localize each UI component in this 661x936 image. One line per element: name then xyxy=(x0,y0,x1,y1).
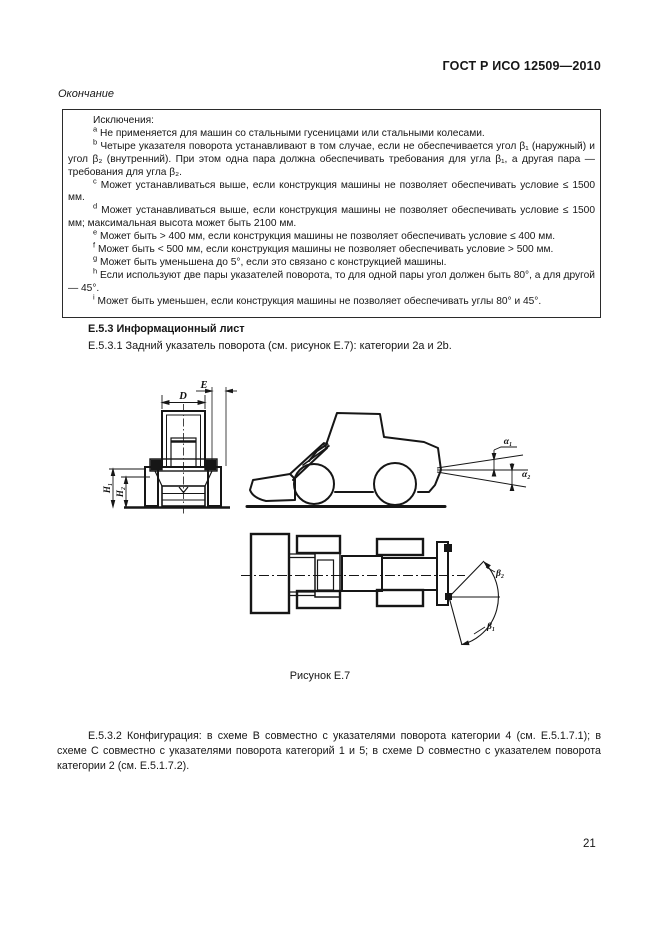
angle-dimension-lines xyxy=(437,447,528,491)
exclusion-item-i xyxy=(68,292,595,309)
footnote-text: Не применяется для машин со стальными гусеницами или стальными колесами. xyxy=(100,127,485,139)
label-alpha2: α₂ xyxy=(522,470,531,480)
loader-arms xyxy=(289,554,315,596)
footnote-text: Может быть уменьшен, если конструкция машины не позволяет обеспечивать углы 80° и 45°. xyxy=(97,295,542,307)
footnote-marker: i xyxy=(93,292,95,302)
top-view-machine xyxy=(241,534,465,613)
rear-right-wheel xyxy=(377,590,423,606)
exclusion-item-e xyxy=(68,227,595,244)
exclusions-title: Исключения: xyxy=(93,115,154,126)
section-heading: Е.5.3 Информационный лист xyxy=(88,323,245,335)
footnote-marker: f xyxy=(93,240,96,250)
indicator-lamp-top xyxy=(444,544,452,552)
footnote-marker: g xyxy=(93,253,98,263)
left-lamp xyxy=(151,460,163,471)
front-right-wheel xyxy=(297,591,340,608)
continuation-label: Окончание xyxy=(58,88,115,100)
footnote-marker: d xyxy=(93,201,98,211)
exclusion-item-a xyxy=(68,124,595,141)
exclusion-item-b xyxy=(68,137,595,180)
bucket xyxy=(250,474,295,501)
footnote-text: Если используют две пары указателей поворота, то для одной пары угол должен быть 80°, а для другой — 45°. xyxy=(68,269,595,294)
footnote-text: Может быть уменьшена до 5°, если это связано с конструкцией машины. xyxy=(100,256,447,268)
footnote-text: Может быть < 500 мм, если конструкция машины не позволяет обеспечивать условие > 500 мм. xyxy=(97,244,554,256)
footnote-text: Может устанавливаться выше, если конструкция машины не позволяет обеспечивать условие ≤ 1500 мм; максимальная высота может быть 2100 мм. xyxy=(68,205,595,230)
exclusion-item-f xyxy=(68,240,595,257)
label-dim-h1: H₁ xyxy=(102,482,112,494)
figure-top-view xyxy=(233,530,525,667)
label-beta2: β₂ xyxy=(496,569,505,579)
footnote-marker: a xyxy=(93,124,98,134)
exclusion-item-d xyxy=(68,201,595,231)
label-dim-h2: H₂ xyxy=(115,486,125,498)
rear-left-wheel xyxy=(377,539,423,555)
front-view-machine xyxy=(124,404,230,514)
footnote-marker: e xyxy=(93,227,98,237)
footnote-marker: b xyxy=(93,137,98,147)
label-alpha1: α₁ xyxy=(503,437,513,447)
right-wheel xyxy=(208,467,221,506)
footnote-marker: c xyxy=(93,176,97,186)
front-wheel xyxy=(294,464,334,504)
footnote-marker: h xyxy=(93,266,98,276)
dimension-lines xyxy=(109,387,237,507)
label-dim-e: E xyxy=(200,380,208,391)
figure-front-view xyxy=(100,374,245,516)
footnote-text: Может быть > 400 мм, если конструкция машины не позволяет обеспечивать условие ≤ 400 мм. xyxy=(100,231,556,243)
subsection-text: Е.5.3.1 Задний указатель поворота (см. рисунок Е.7): категории 2a и 2b. xyxy=(88,340,452,352)
front-left-wheel xyxy=(297,536,340,553)
exclusions-box xyxy=(62,109,601,318)
side-view-machine xyxy=(247,413,445,507)
footnote-text: Четыре указателя поворота устанавливают в том случае, если не обеспечивается угол β₁ (наружный) и угол β₂ (внутренний). При этом одна пара должна обеспечивать требования для угла β₁, а другая пара — требования для угла β₂. xyxy=(68,140,595,178)
footnote-text: Может устанавливаться выше, если конструкция машины не позволяет обеспечивать условие ≤ 1500 мм. xyxy=(68,179,595,204)
sector-dimension-lines xyxy=(449,561,500,645)
exclusion-item-h xyxy=(68,266,595,296)
figure-caption: Рисунок Е.7 xyxy=(289,670,351,682)
document-header: ГОСТ Р ИСО 12509—2010 xyxy=(442,59,601,73)
rear-wheel xyxy=(374,463,416,505)
page-number: 21 xyxy=(583,838,596,850)
hydraulic-cylinder xyxy=(303,446,329,465)
exclusion-item-c xyxy=(68,176,595,206)
right-lamp xyxy=(204,460,216,471)
figure-side-view xyxy=(245,388,535,513)
exclusion-item-g xyxy=(68,253,595,270)
paragraph-e532: Е.5.3.2 Конфигурация: в схеме В совместно с указателями поворота категории 4 (см. Е.5.1.7.1); в схеме С совместно с указателями поворота категорий 1 и 5; в схеме D совместно с указателем поворота категории 2 (см. Е.5.1.7.2). xyxy=(57,730,601,773)
label-dim-d: D xyxy=(179,391,187,402)
bucket xyxy=(251,534,289,613)
label-beta1: β₁ xyxy=(487,622,496,632)
